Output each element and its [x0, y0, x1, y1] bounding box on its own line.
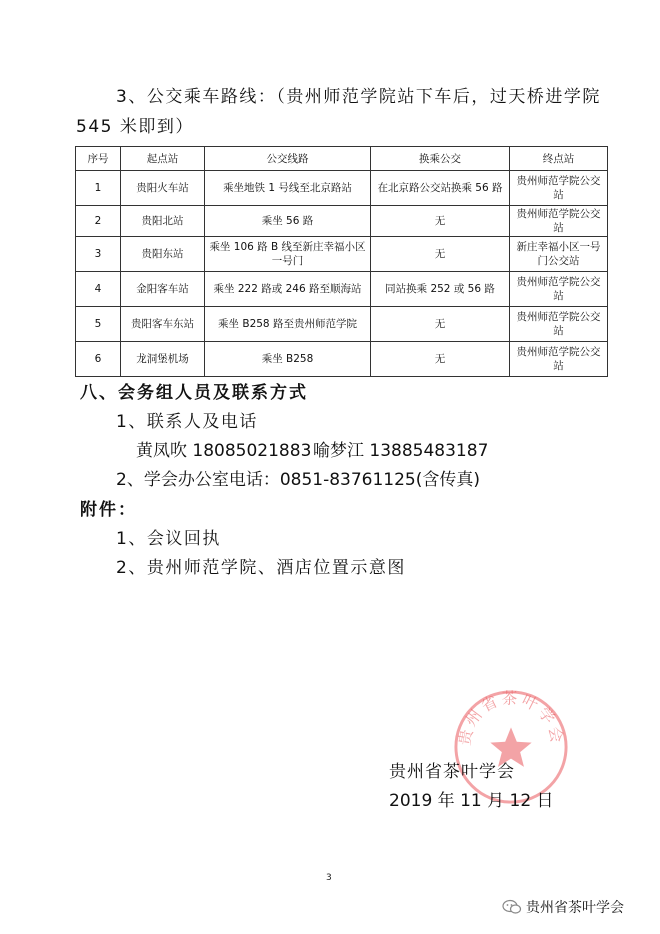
contacts-title: 1、联系人及电话 [116, 412, 258, 432]
cell-end: 贵州师范学院公交站 [510, 272, 608, 307]
cell-start: 贵阳火车站 [121, 171, 205, 206]
wechat-icon [502, 899, 522, 915]
cell-start: 龙洞堡机场 [121, 342, 205, 377]
table-row [76, 171, 608, 206]
table-row [76, 237, 608, 272]
cell-transfer: 无 [371, 307, 510, 342]
contact-person-1: 黄凤吹 18085021883 [136, 441, 312, 461]
header-end: 终点站 [510, 147, 608, 171]
wechat-account-name: 贵州省茶叶学会 [526, 900, 624, 916]
cell-end: 贵州师范学院公交站 [510, 206, 608, 237]
svg-text:贵州省茶叶学会: 贵州省茶叶学会 [454, 688, 568, 747]
header-start: 起点站 [121, 147, 205, 171]
header-line: 公交线路 [205, 147, 371, 171]
cell-line: 乘坐 B258 [205, 342, 371, 377]
cell-end: 贵州师范学院公交站 [510, 342, 608, 377]
attachments-title: 附件： [80, 500, 137, 520]
cell-end: 贵州师范学院公交站 [510, 307, 608, 342]
cell-index: 1 [76, 171, 121, 206]
cell-line: 乘坐 222 路或 246 路至顺海站 [205, 272, 371, 307]
cell-start: 贵阳东站 [121, 237, 205, 272]
cell-start: 金阳客车站 [121, 272, 205, 307]
signature-date: 2019 年 11 月 12 日 [389, 791, 554, 811]
cell-transfer: 无 [371, 206, 510, 237]
cell-end: 贵州师范学院公交站 [510, 171, 608, 206]
page-number: 3 [326, 873, 332, 883]
route-heading: 3、公交乘车路线：（贵州师范学院站下车后，过天桥进学院 [116, 87, 601, 107]
header-index: 序号 [76, 147, 121, 171]
cell-index: 6 [76, 342, 121, 377]
cell-end: 新庄幸福小区一号门公交站 [510, 237, 608, 272]
cell-line: 乘坐地铁 1 号线至北京路站 [205, 171, 371, 206]
section-8-title: 八、会务组人员及联系方式 [80, 383, 308, 403]
cell-line: 乘坐 106 路 B 线至新庄幸福小区一号门 [205, 237, 371, 272]
signature-organization: 贵州省茶叶学会 [389, 762, 515, 782]
header-transfer: 换乘公交 [371, 147, 510, 171]
cell-line: 乘坐 B258 路至贵州师范学院 [205, 307, 371, 342]
attachment-item-2: 2、贵州师范学院、酒店位置示意图 [116, 558, 406, 578]
table-row [76, 272, 608, 307]
cell-line: 乘坐 56 路 [205, 206, 371, 237]
table-row [76, 307, 608, 342]
bus-route-table [75, 146, 608, 377]
cell-transfer: 无 [371, 237, 510, 272]
table-header-row [76, 147, 608, 171]
contact-person-2: 喻梦江 13885483187 [313, 441, 489, 461]
attachment-item-1: 1、会议回执 [116, 529, 221, 549]
cell-transfer: 在北京路公交站换乘 56 路 [371, 171, 510, 206]
cell-index: 2 [76, 206, 121, 237]
table-row [76, 342, 608, 377]
route-heading-continued: 545 米即到） [76, 117, 194, 137]
office-phone: 2、学会办公室电话：0851-83761125(含传真) [116, 470, 481, 490]
cell-index: 4 [76, 272, 121, 307]
cell-start: 贵阳北站 [121, 206, 205, 237]
cell-index: 5 [76, 307, 121, 342]
cell-start: 贵阳客车东站 [121, 307, 205, 342]
cell-transfer: 同站换乘 252 或 56 路 [371, 272, 510, 307]
cell-index: 3 [76, 237, 121, 272]
table-row [76, 206, 608, 237]
cell-transfer: 无 [371, 342, 510, 377]
